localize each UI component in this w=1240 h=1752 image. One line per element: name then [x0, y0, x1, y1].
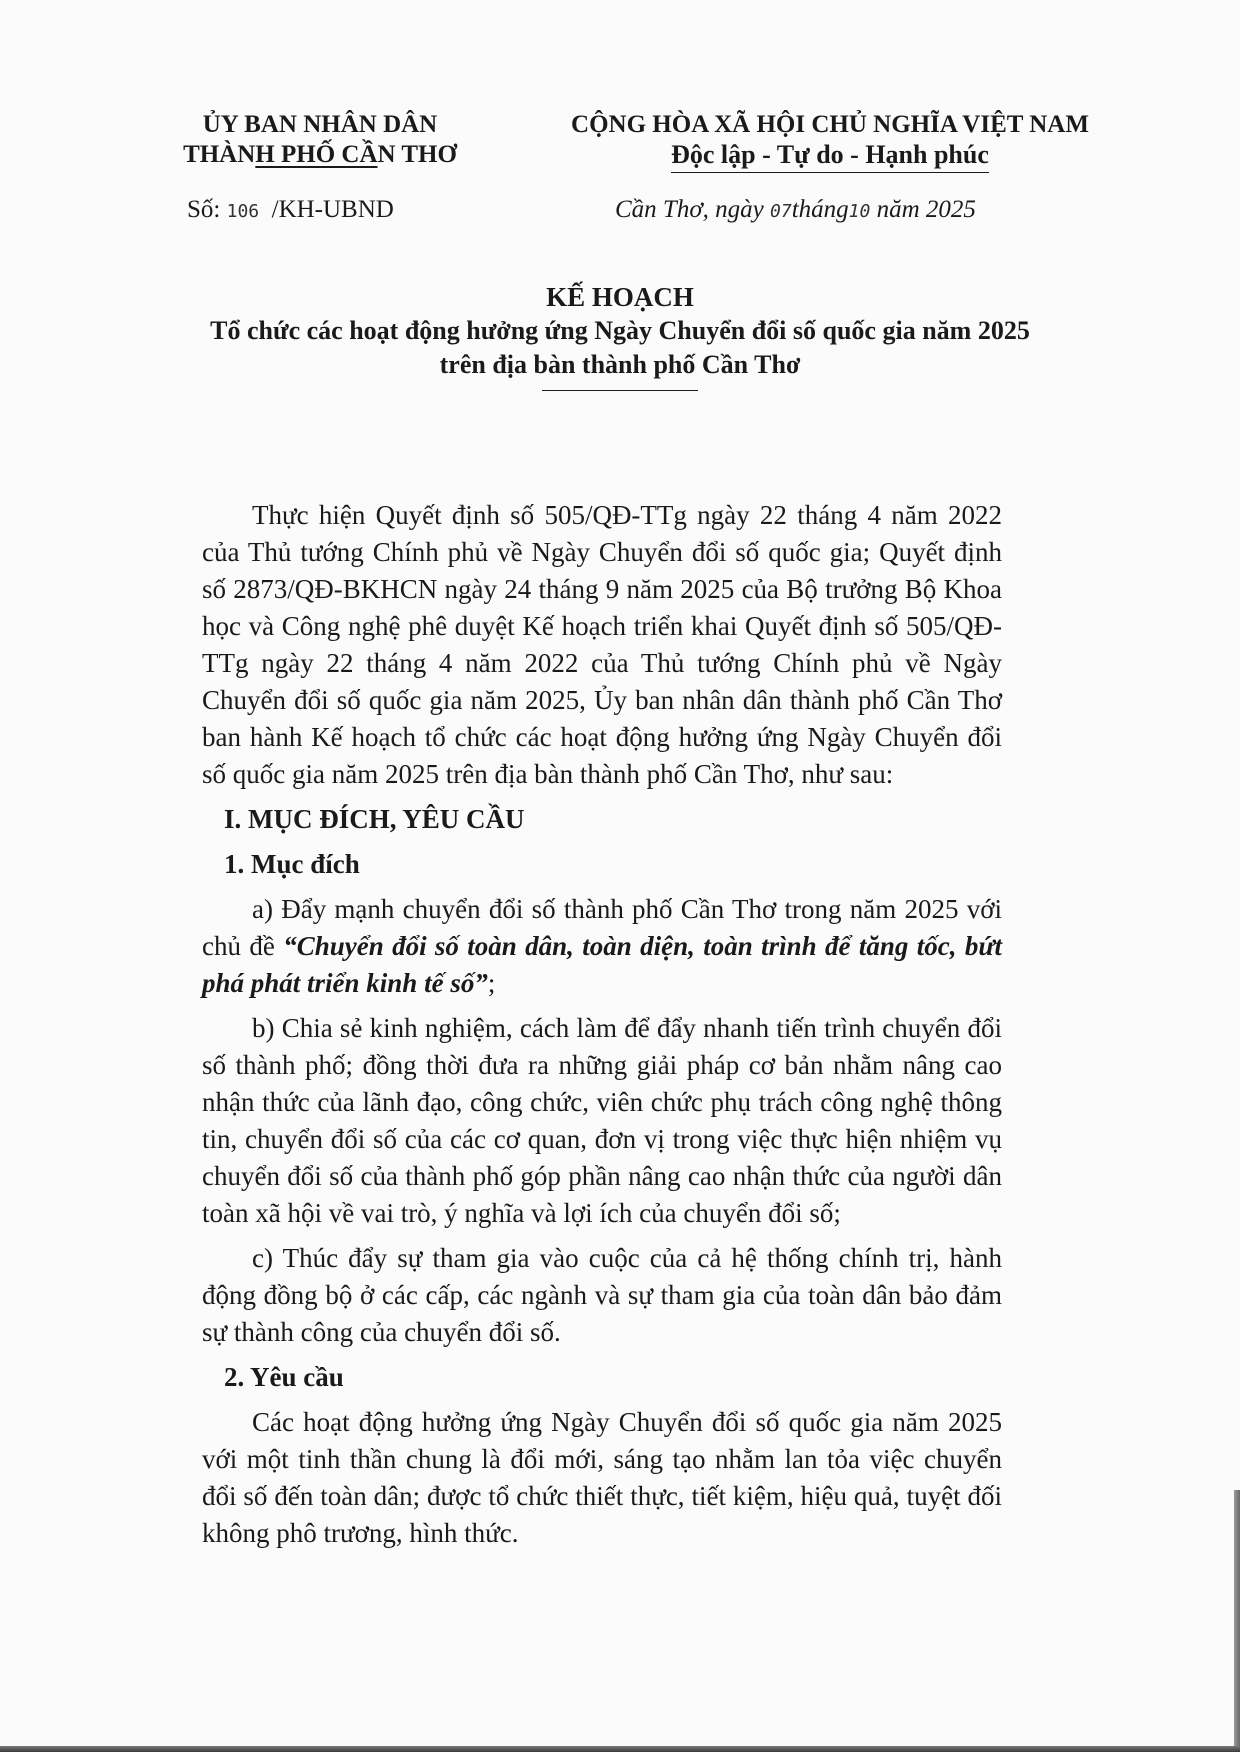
- doc-number-value: 106: [226, 201, 260, 222]
- subsection-heading-purpose: 1. Mục đích: [224, 849, 360, 879]
- intro-paragraph: Thực hiện Quyết định số 505/QĐ-TTg ngày 22 tháng 4 năm 2022 của Thủ tướng Chính phủ về Ngày Chuyển đổi số quốc gia; Quyết định số 2873/QĐ-BKHCN ngày 24 tháng 9 năm 2025 của Bộ trưởng Bộ Khoa học và Công nghệ phê duyệt Kế hoạch triển khai Quyết định số 505/QĐ-TTg ngày 22 tháng 4 năm 2022 của Thủ tướng Chính phủ về Ngày Chuyển đổi số quốc gia năm 2025, Ủy ban nhân dân thành phố Cần Thơ ban hành Kế hoạch tổ chức các hoạt động hưởng ứng Ngày Chuyển đổi số quốc gia năm 2025 trên địa bàn thành phố Cần Thơ, như sau:: [202, 500, 1002, 789]
- title-divider: [542, 390, 698, 391]
- item-a-text: a) Đẩy mạnh chuyển đổi số thành phố Cần Thơ trong năm 2025 với chủ đề: [202, 894, 1002, 961]
- date-day: 07: [770, 201, 792, 222]
- issuer-line-2-underlined: H PHỐ CẦ: [255, 141, 378, 168]
- title-main: KẾ HOẠCH: [546, 282, 694, 312]
- scanner-edge-right: [1234, 1490, 1240, 1752]
- subsection-heading-requirements: 2. Yêu cầu: [224, 1362, 344, 1392]
- purpose-item-b: b) Chia sẻ kinh nghiệm, cách làm để đẩy nhanh tiến trình chuyển đổi số thành phố; đồng thời đưa ra những giải pháp cơ bản nhằm nâng cao nhận thức của lãnh đạo, công chức, viên chức phụ trách công nghệ thông tin, chuyển đổi số của các cơ quan, đơn vị trong việc thực hiện nhiệm vụ chuyển đổi số của thành phố góp phần nâng cao nhận thức của người dân toàn xã hội về vai trò, ý nghĩa và lợi ích của chuyển đổi số;: [202, 1013, 1002, 1228]
- national-title: [540, 110, 1120, 173]
- issuer-line-1: ỦY BAN NHÂN DÂN: [202, 111, 438, 138]
- issuing-authority: [170, 110, 470, 170]
- date-month: 10: [848, 201, 871, 222]
- national-motto: Độc lập - Tự do - Hạnh phúc: [671, 140, 989, 173]
- item-a-punct: ;: [487, 968, 496, 998]
- document-number: [187, 196, 394, 224]
- issuer-line-2-part: THÀN: [183, 141, 256, 168]
- requirements-paragraph: Các hoạt động hưởng ứng Ngày Chuyển đổi số quốc gia năm 2025 với một tinh thần chung là đổi mới, sáng tạo nhằm lan tỏa việc chuyển đổi số đến toàn dân; được tổ chức thiết thực, tiết kiệm, hiệu quả, tuyệt đối không phô trương, hình thức.: [202, 1407, 1002, 1548]
- document-date: [615, 196, 976, 224]
- date-year: năm 2025: [876, 196, 976, 223]
- date-place: Cần Thơ, ngày: [615, 196, 764, 223]
- date-month-label: tháng: [791, 196, 849, 223]
- document-body: [202, 497, 1002, 1552]
- purpose-item-a: [202, 891, 1002, 1002]
- issuer-line-2-part: N THƠ: [377, 141, 457, 168]
- document-header: [0, 110, 1240, 250]
- issuer-line-2: [170, 140, 470, 170]
- document-title: [0, 280, 1240, 391]
- purpose-item-c: c) Thúc đẩy sự tham gia vào cuộc của cả hệ thống chính trị, hành động đồng bộ ở các cấp, các ngành và sự tham gia của toàn dân bảo đảm sự thành công của chuyển đổi số.: [202, 1243, 1002, 1347]
- section-heading-purpose-requirements: I. MỤC ĐÍCH, YÊU CẦU: [224, 804, 525, 834]
- nation-name: CỘNG HÒA XÃ HỘI CHỦ NGHĨA VIỆT NAM: [571, 111, 1089, 138]
- doc-number-suffix: /KH-UBND: [271, 196, 394, 223]
- scanner-edge-bottom: [0, 1746, 1240, 1752]
- title-subtitle-line-1: Tổ chức các hoạt động hưởng ứng Ngày Chuyển đổi số quốc gia năm 2025: [210, 316, 1030, 345]
- item-a-theme: “Chuyển đổi số toàn dân, toàn diện, toàn trình để tăng tốc, bứt phá phát triển kinh tế số”: [202, 931, 1003, 998]
- title-subtitle-line-2: trên địa bàn thành phố Cần Thơ: [439, 350, 801, 379]
- doc-number-label: Số:: [187, 196, 221, 223]
